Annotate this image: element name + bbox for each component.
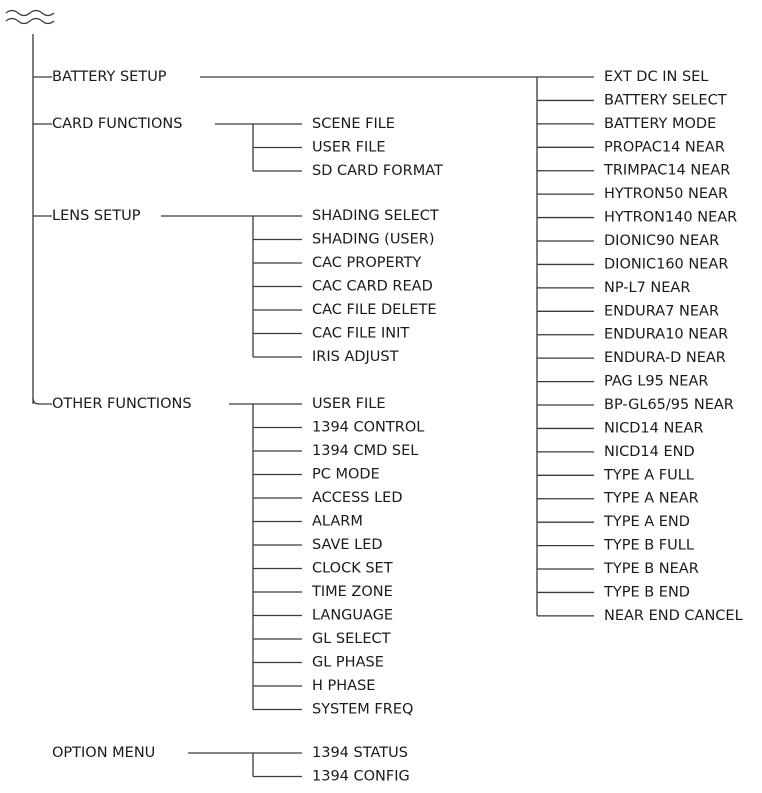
lens-setup-item-cac-file-init: CAC FILE INIT [312, 325, 410, 342]
other-functions-item-time-zone: TIME ZONE [312, 584, 393, 600]
battery-setup-item-hytron50-near: HYTRON50 NEAR [604, 186, 729, 203]
other-functions-item-language: LANGUAGE [312, 607, 394, 624]
battery-setup-item-battery-select: BATTERY SELECT [604, 92, 727, 109]
battery-setup-item-propac14-near: PROPAC14 NEAR [604, 139, 725, 156]
lens-setup-item-shading-user: SHADING (USER) [312, 231, 435, 248]
lens-setup-item-cac-file-delete: CAC FILE DELETE [312, 302, 437, 318]
other-functions-item-pc-mode: PC MODE [312, 466, 380, 483]
option-menu-item-1394-config: 1394 CONFIG [312, 768, 410, 785]
other-functions-item-save-led: SAVE LED [312, 537, 383, 553]
lens-setup-item-cac-property: CAC PROPERTY [312, 255, 422, 271]
battery-setup-item-near-end-cancel: NEAR END CANCEL [604, 607, 743, 624]
lens-setup-branch [161, 208, 439, 365]
other-functions-item-system-freq: SYSTEM FREQ [312, 701, 414, 718]
other-functions-item-access-led: ACCESS LED [312, 490, 403, 506]
battery-setup-item-type-b-near: TYPE B NEAR [604, 561, 699, 578]
battery-setup-item-type-a-near: TYPE A NEAR [604, 490, 699, 507]
battery-setup-item-dionic90-near: DIONIC90 NEAR [604, 233, 720, 250]
card-functions-item-scene-file: SCENE FILE [312, 116, 395, 132]
card-functions-label: CARD FUNCTIONS [52, 116, 183, 132]
other-functions-item-h-phase: H PHASE [312, 678, 376, 694]
battery-setup-item-battery-mode: BATTERY MODE [604, 115, 717, 132]
battery-setup-item-type-a-full: TYPE A FULL [604, 467, 694, 484]
lens-setup-label: LENS SETUP [52, 208, 141, 224]
battery-setup-item-type-b-end: TYPE B END [604, 584, 690, 601]
battery-setup-item-bp-gl65-95-near: BP-GL65/95 NEAR [604, 397, 734, 414]
card-functions-item-sd-card-format: SD CARD FORMAT [312, 163, 443, 179]
battery-setup-item-nicd14-end: NICD14 END [604, 443, 695, 460]
other-functions-item-1394-cmd-sel: 1394 CMD SEL [312, 443, 419, 459]
battery-setup-item-type-b-full: TYPE B FULL [604, 537, 694, 554]
lens-setup-item-cac-card-read: CAC CARD READ [312, 278, 433, 295]
battery-setup-item-endura7-near: ENDURA7 NEAR [604, 303, 720, 320]
battery-setup-item-ext-dc-in-sel: EXT DC IN SEL [604, 69, 709, 85]
other-functions-item-alarm: ALARM [312, 513, 363, 530]
other-functions-branch [229, 396, 424, 718]
other-functions-item-1394-control: 1394 CONTROL [312, 419, 425, 436]
option-menu-label: OPTION MENU [52, 745, 156, 761]
other-functions-item-user-file: USER FILE [312, 396, 386, 412]
battery-setup-item-trimpac14-near: TRIMPAC14 NEAR [604, 162, 731, 179]
battery-setup-item-hytron140-near: HYTRON140 NEAR [604, 209, 738, 226]
battery-setup-item-dionic160-near: DIONIC160 NEAR [604, 256, 729, 273]
battery-setup-item-type-a-end: TYPE A END [604, 514, 690, 531]
other-functions-item-gl-select: GL SELECT [312, 631, 391, 647]
option-menu-item-1394-status: 1394 STATUS [312, 745, 408, 761]
break-mark-icon [6, 11, 54, 24]
battery-setup-item-np-l7-near: NP-L7 NEAR [604, 279, 691, 296]
battery-setup-item-endura-d-near: ENDURA-D NEAR [604, 350, 726, 367]
other-functions-item-gl-phase: GL PHASE [312, 654, 384, 671]
other-functions-label: OTHER FUNCTIONS [52, 396, 192, 412]
card-functions-item-user-file: USER FILE [312, 139, 386, 156]
lens-setup-item-shading-select: SHADING SELECT [312, 208, 439, 224]
battery-setup-item-pag-l95-near: PAG L95 NEAR [604, 373, 709, 390]
card-functions-branch [215, 116, 443, 179]
option-menu-branch [188, 745, 410, 785]
other-functions-connector [33, 398, 52, 404]
other-functions-item-clock-set: CLOCK SET [312, 560, 393, 577]
battery-setup-item-nicd14-near: NICD14 NEAR [604, 420, 704, 437]
battery-setup-branch [200, 69, 743, 624]
battery-setup-label: BATTERY SETUP [52, 69, 167, 85]
lens-setup-item-iris-adjust: IRIS ADJUST [312, 349, 399, 365]
battery-setup-item-endura10-near: ENDURA10 NEAR [604, 326, 729, 343]
